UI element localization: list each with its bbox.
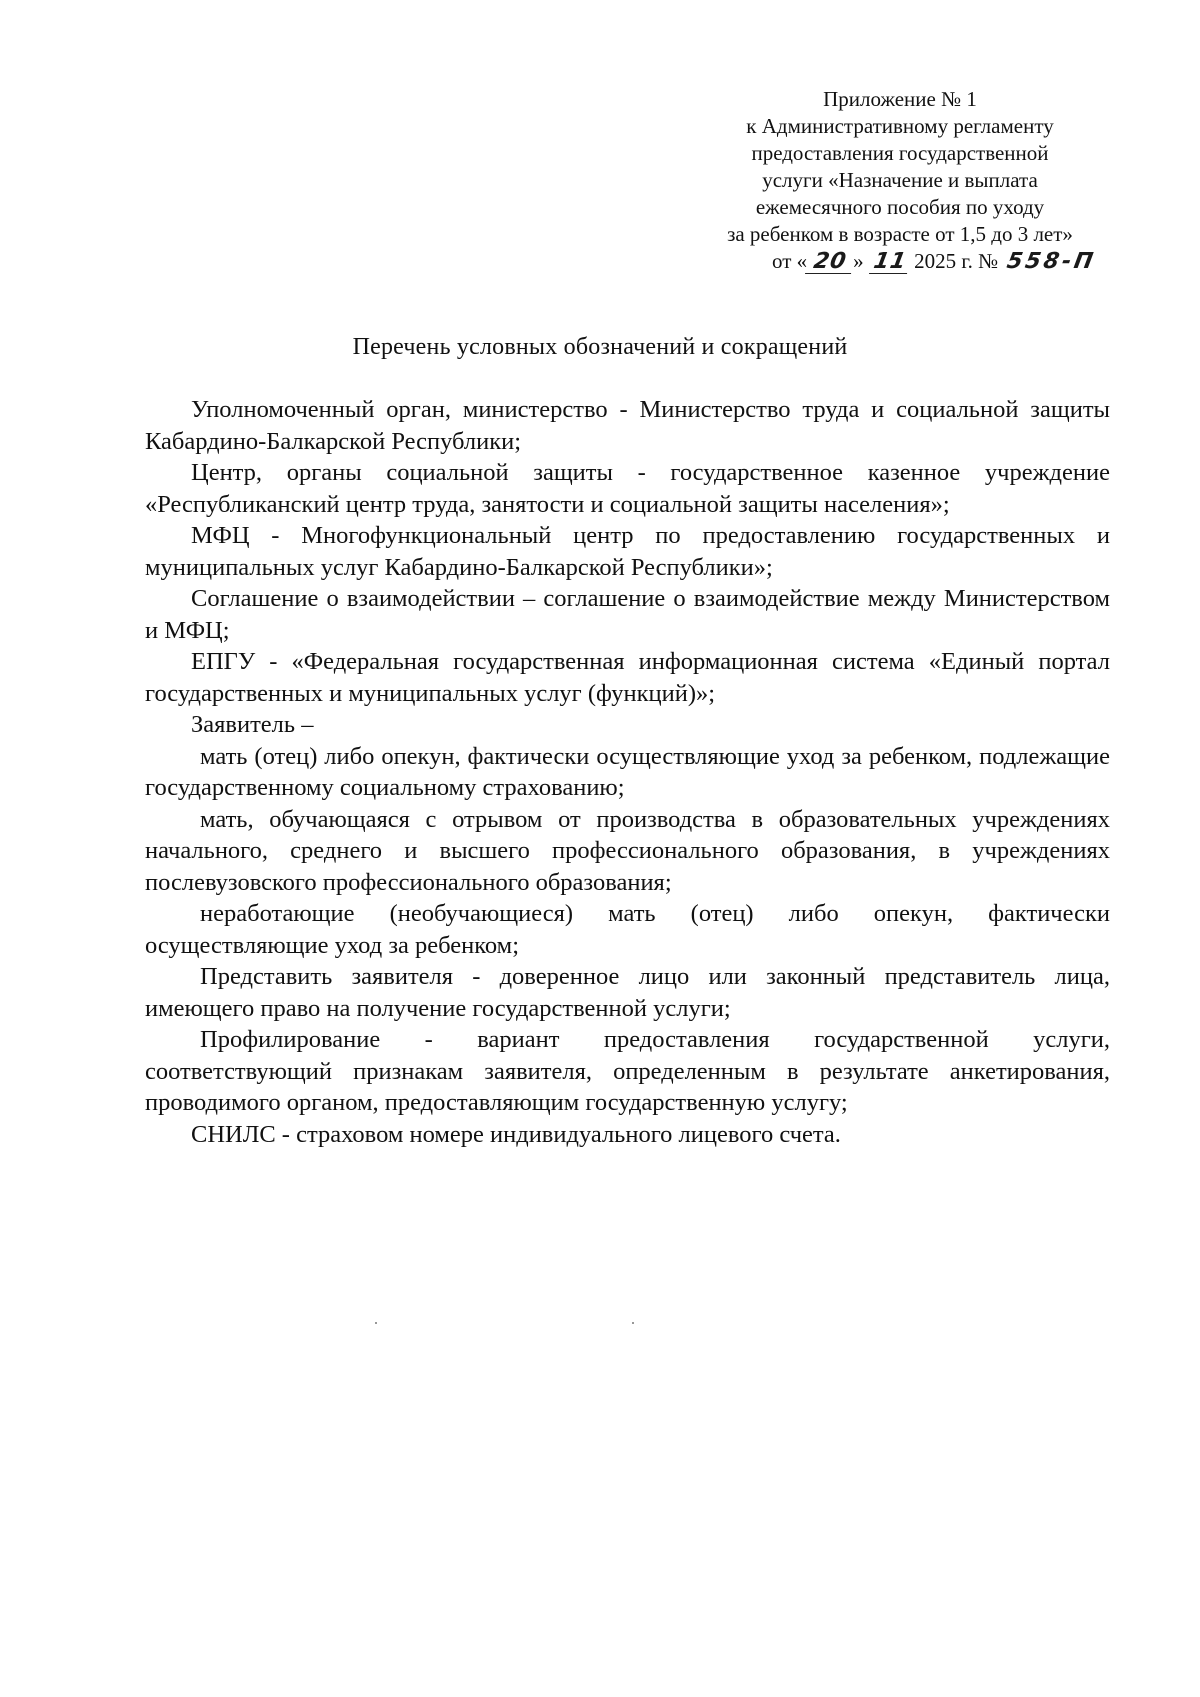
appendix-header [690,86,1110,275]
paragraph-applicant-item: мать, обучающаяся с отрывом от производства в образовательных учреждениях начального, среднего и высшего профессионального образования, в учреждениях послевузовского профессионального образования; [145,805,1110,896]
paragraph-mfc: МФЦ - Многофункциональный центр по предоставлению государственных и муниципальных услуг Кабардино-Балкарской Республики»; [145,522,1110,581]
appendix-line: к Административному регламенту [746,114,1054,138]
paragraph-center: Центр, органы социальной защиты - государственное казенное учреждение «Республиканский центр труда, занятости и социальной защиты населения»; [145,459,1110,518]
paragraph-applicant-heading: Заявитель – [191,711,314,738]
paragraph-agreement: Соглашение о взаимодействии – соглашение о взаимодействие между Министерством и МФЦ; [145,585,1110,644]
appendix-line: Приложение № 1 [823,87,977,111]
appendix-date-line [690,248,1110,275]
scan-speck [632,1322,634,1324]
paragraph-representative: Представить заявителя - доверенное лицо или законный представитель лица, имеющего право на получение государственной услуги; [145,963,1110,1022]
paragraph-applicant-item: неработающие (необучающиеся) мать (отец) либо опекун, фактически осуществляющие уход за ребенком; [145,900,1110,959]
paragraph-profiling: Профилирование - вариант предоставления государственной услуги, соответствующий признакам заявителя, определенным в результате анкетирования, проводимого органом, предоставляющим государственную услугу; [145,1026,1110,1116]
appendix-line: за ребенком в возрасте от 1,5 до 3 лет» [727,222,1073,246]
scan-speck [375,1322,377,1324]
appendix-line: ежемесячного пособия по уходу [755,195,1045,219]
handwritten-number: 558-П [1005,249,1099,274]
document-body [145,394,1110,1150]
handwritten-day: 20 [805,251,855,274]
paragraph-authorized-body: Уполномоченный орган, министерство - Министерство труда и социальной защиты Кабардино-Балкарской Республики; [145,396,1110,455]
document-title: Перечень условных обозначений и сокращений [352,334,848,360]
date-year-text: 2025 г. № [914,249,999,273]
handwritten-month: 11 [869,251,911,274]
appendix-line: услуги «Назначение и выплата [762,168,1038,192]
paragraph-snils: СНИЛС - страховом номере индивидуального лицевого счета. [191,1120,841,1148]
paragraph-epgu: ЕПГУ - «Федеральная государственная информационная система «Единый портал государственных и муниципальных услуг (функций)»; [145,648,1110,707]
appendix-line: предоставления государственной [751,141,1049,165]
date-middle: » [853,249,864,273]
date-prefix: от « [772,249,808,273]
paragraph-applicant-item: мать (отец) либо опекун, фактически осуществляющие уход за ребенком, подлежащие государственному социальному страхованию; [145,742,1110,801]
